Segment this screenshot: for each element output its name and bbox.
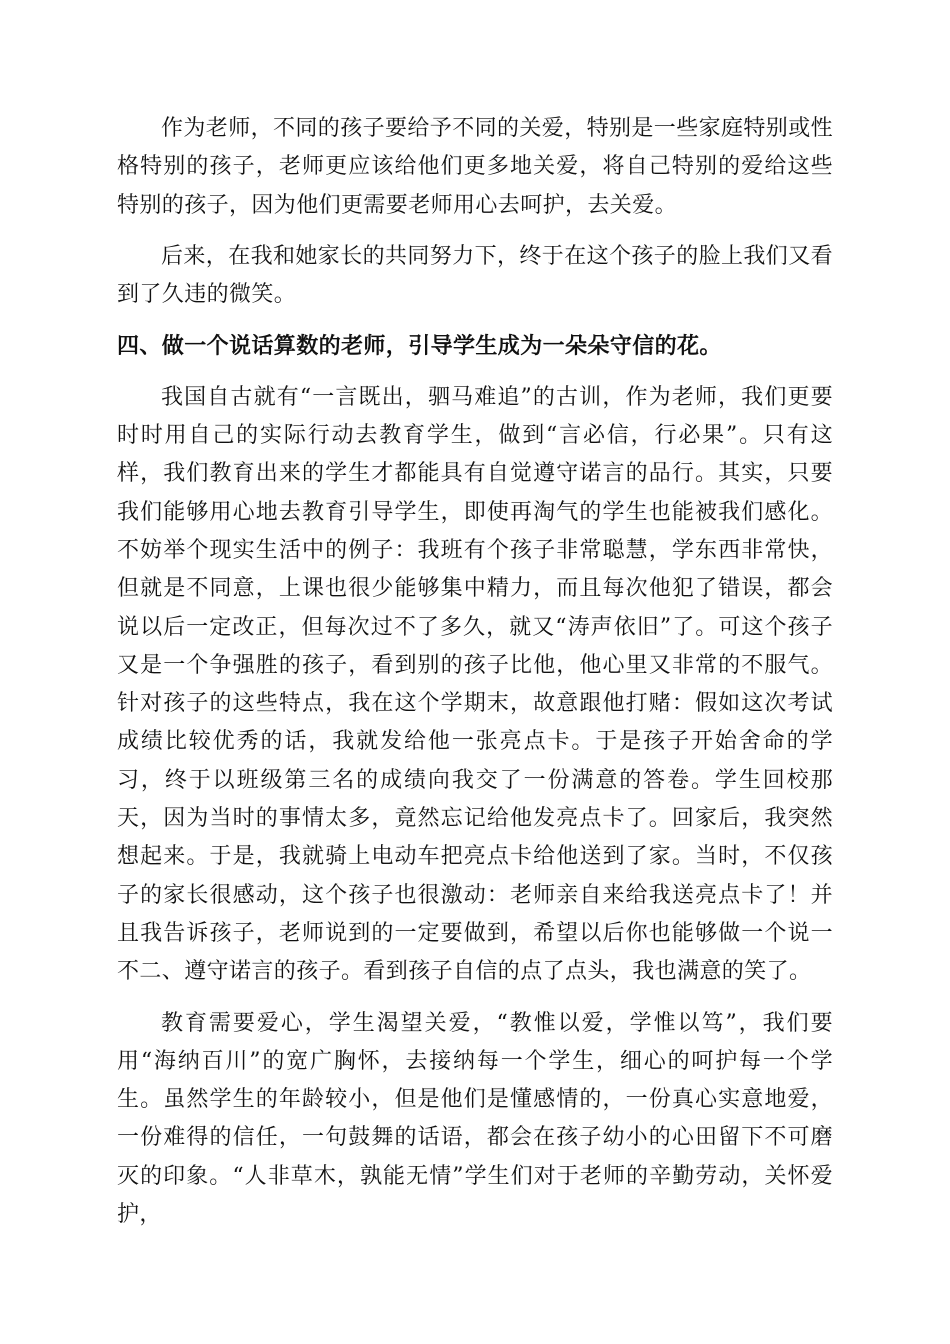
paragraph-gap (117, 366, 833, 379)
paragraph: 我国自古就有“一言既出，驷马难追”的古训，作为老师，我们更要时时用自己的实际行动去教育学生，做到“言必信，行必果”。只有这样，我们教育出来的学生才都能具有自觉遵守诺言的品行。其实，只要我们能够用心地去教育引导学生，即使再淘气的学生也能被我们感化。不妨举个现实生活中的例子：我班有个孩子非常聪慧，学东西非常快，但就是不同意，上课也很少能够集中精力，而且每次他犯了错误，都会说以后一定改正，但每次过不了多久，就又“涛声依旧”了。可这个孩子又是一个争强胜的孩子，看到别的孩子比他，他心里又非常的不服气。针对孩子的这些特点，我在这个学期末，故意跟他打赌：假如这次考试成绩比较优秀的话，我就发给他一张亮点卡。于是孩子开始舍命的学习，终于以班级第三名的成绩向我交了一份满意的答卷。学生回校那天，因为当时的事情太多，竟然忘记给他发亮点卡了。回家后，我突然想起来。于是，我就骑上电动车把亮点卡给他送到了家。当时，不仅孩子的家长很感动，这个孩子也很激动：老师亲自来给我送亮点卡了！并且我告诉孩子，老师说到的一定要做到，希望以后你也能够做一个说一不二、遵守诺言的孩子。看到孩子自信的点了点头，我也满意的笑了。 (117, 384, 833, 985)
section-heading: 四、做一个说话算数的老师，引导学生成为一朵朵守信的花。 (117, 333, 722, 360)
document-page (117, 110, 833, 1234)
paragraph: 教育需要爱心，学生渴望关爱，“教惟以爱，学惟以笃”，我们要用“海纳百川”的宽广胸怀，去接纳每一个学生，细心的呵护每一个学生。虽然学生的年龄较小，但是他们是懂感情的，一份真心实意地爱，一份难得的信任，一句鼓舞的话语，都会在孩子幼小的心田留下不可磨灭的印象。“人非草木，孰能无情”学生们对于老师的辛勤劳动，关怀爱护， (117, 1010, 833, 1228)
paragraph-gap (117, 314, 833, 327)
paragraph-gap (117, 992, 833, 1005)
paragraph: 作为老师，不同的孩子要给予不同的关爱，特别是一些家庭特别或性格特别的孩子，老师更应该给他们更多地关爱，将自己特别的爱给这些特别的孩子，因为他们更需要老师用心去呵护，去关爱。 (117, 116, 834, 218)
paragraph-gap (117, 225, 833, 238)
paragraph: 后来，在我和她家长的共同努力下，终于在这个孩子的脸上我们又看到了久违的微笑。 (117, 243, 834, 308)
